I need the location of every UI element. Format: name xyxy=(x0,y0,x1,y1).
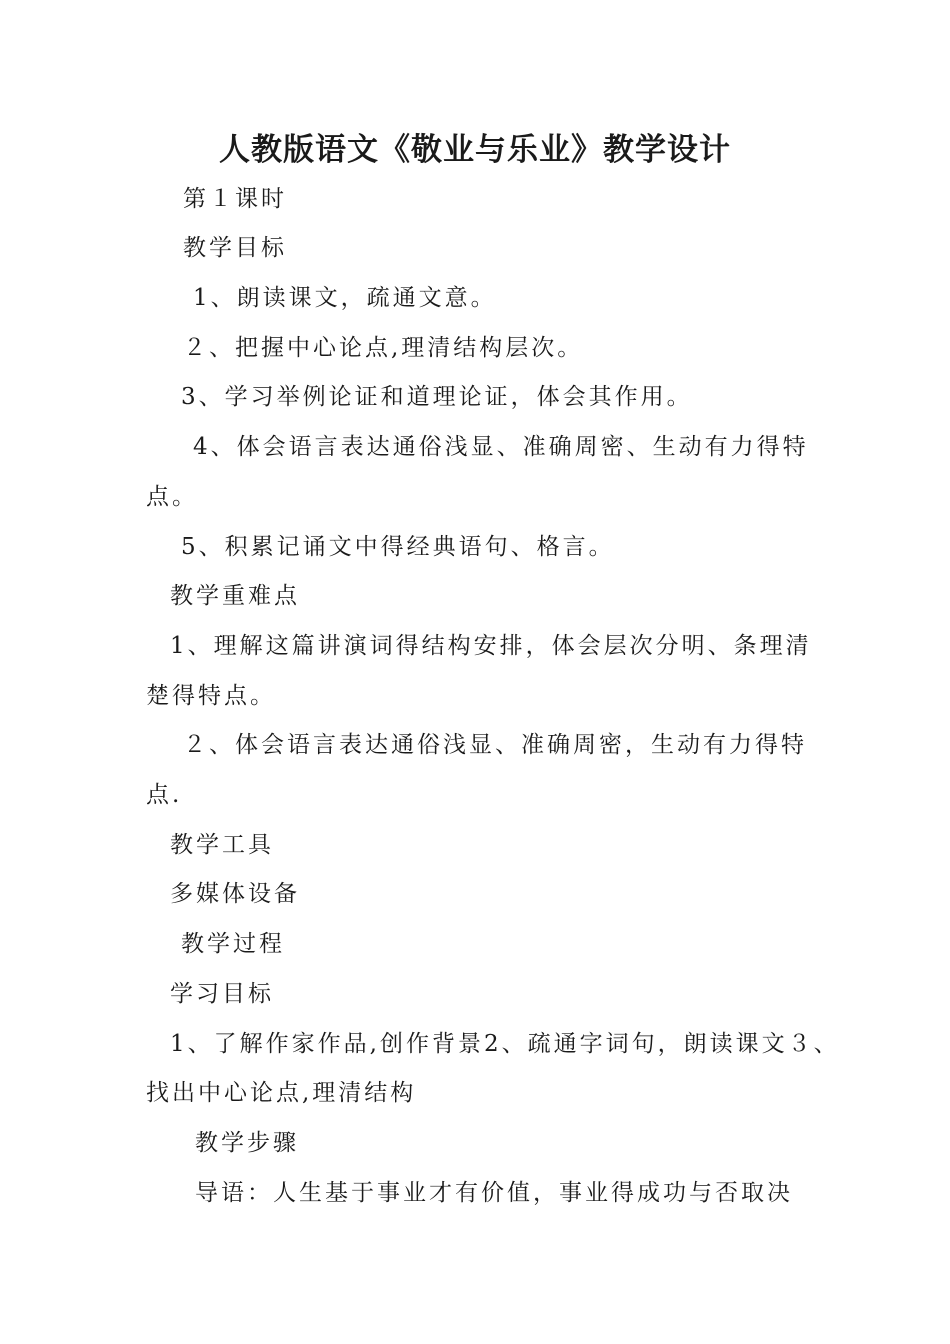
learning-goals-item: 1、了解作家作品,创作背景2、疏通字词句，朗读课文３、 xyxy=(170,1031,840,1057)
tools-item: 多媒体设备 xyxy=(170,881,300,907)
key-point-item-1-continued: 楚得特点。 xyxy=(146,683,276,709)
key-point-item-2-continued: 点. xyxy=(146,782,183,808)
section-heading-steps: 教学步骤 xyxy=(195,1130,299,1156)
section-heading-objectives: 教学目标 xyxy=(183,235,287,261)
objective-item-1: 1、朗读课文，疏通文意。 xyxy=(193,285,497,311)
objective-item-5: 5、积累记诵文中得经典语句、格言。 xyxy=(181,534,615,560)
objective-item-3: 3、学习举例论证和道理论证，体会其作用。 xyxy=(181,384,693,410)
section-heading-key-points: 教学重难点 xyxy=(170,583,300,609)
key-point-item-1: 1、理解这篇讲演词得结构安排，体会层次分明、条理清 xyxy=(170,633,812,659)
objective-item-4-continued: 点。 xyxy=(146,484,198,510)
objective-item-4: 4、体会语言表达通俗浅显、准确周密、生动有力得特 xyxy=(193,434,809,460)
section-heading-tools: 教学工具 xyxy=(170,832,274,858)
document-title: 人教版语文《敬业与乐业》教学设计 xyxy=(219,132,731,168)
learning-goals-item-continued: 找出中心论点,理清结构 xyxy=(146,1080,417,1106)
section-heading-learning-goals: 学习目标 xyxy=(170,981,274,1007)
lesson-period: 第１课时 xyxy=(183,186,287,212)
intro-paragraph: 导语：人生基于事业才有价值，事业得成功与否取决 xyxy=(195,1180,793,1206)
section-heading-process: 教学过程 xyxy=(181,931,285,957)
objective-item-2: ２、把握中心论点,理清结构层次。 xyxy=(183,335,584,361)
key-point-item-2: ２、体会语言表达通俗浅显、准确周密，生动有力得特 xyxy=(183,732,807,758)
